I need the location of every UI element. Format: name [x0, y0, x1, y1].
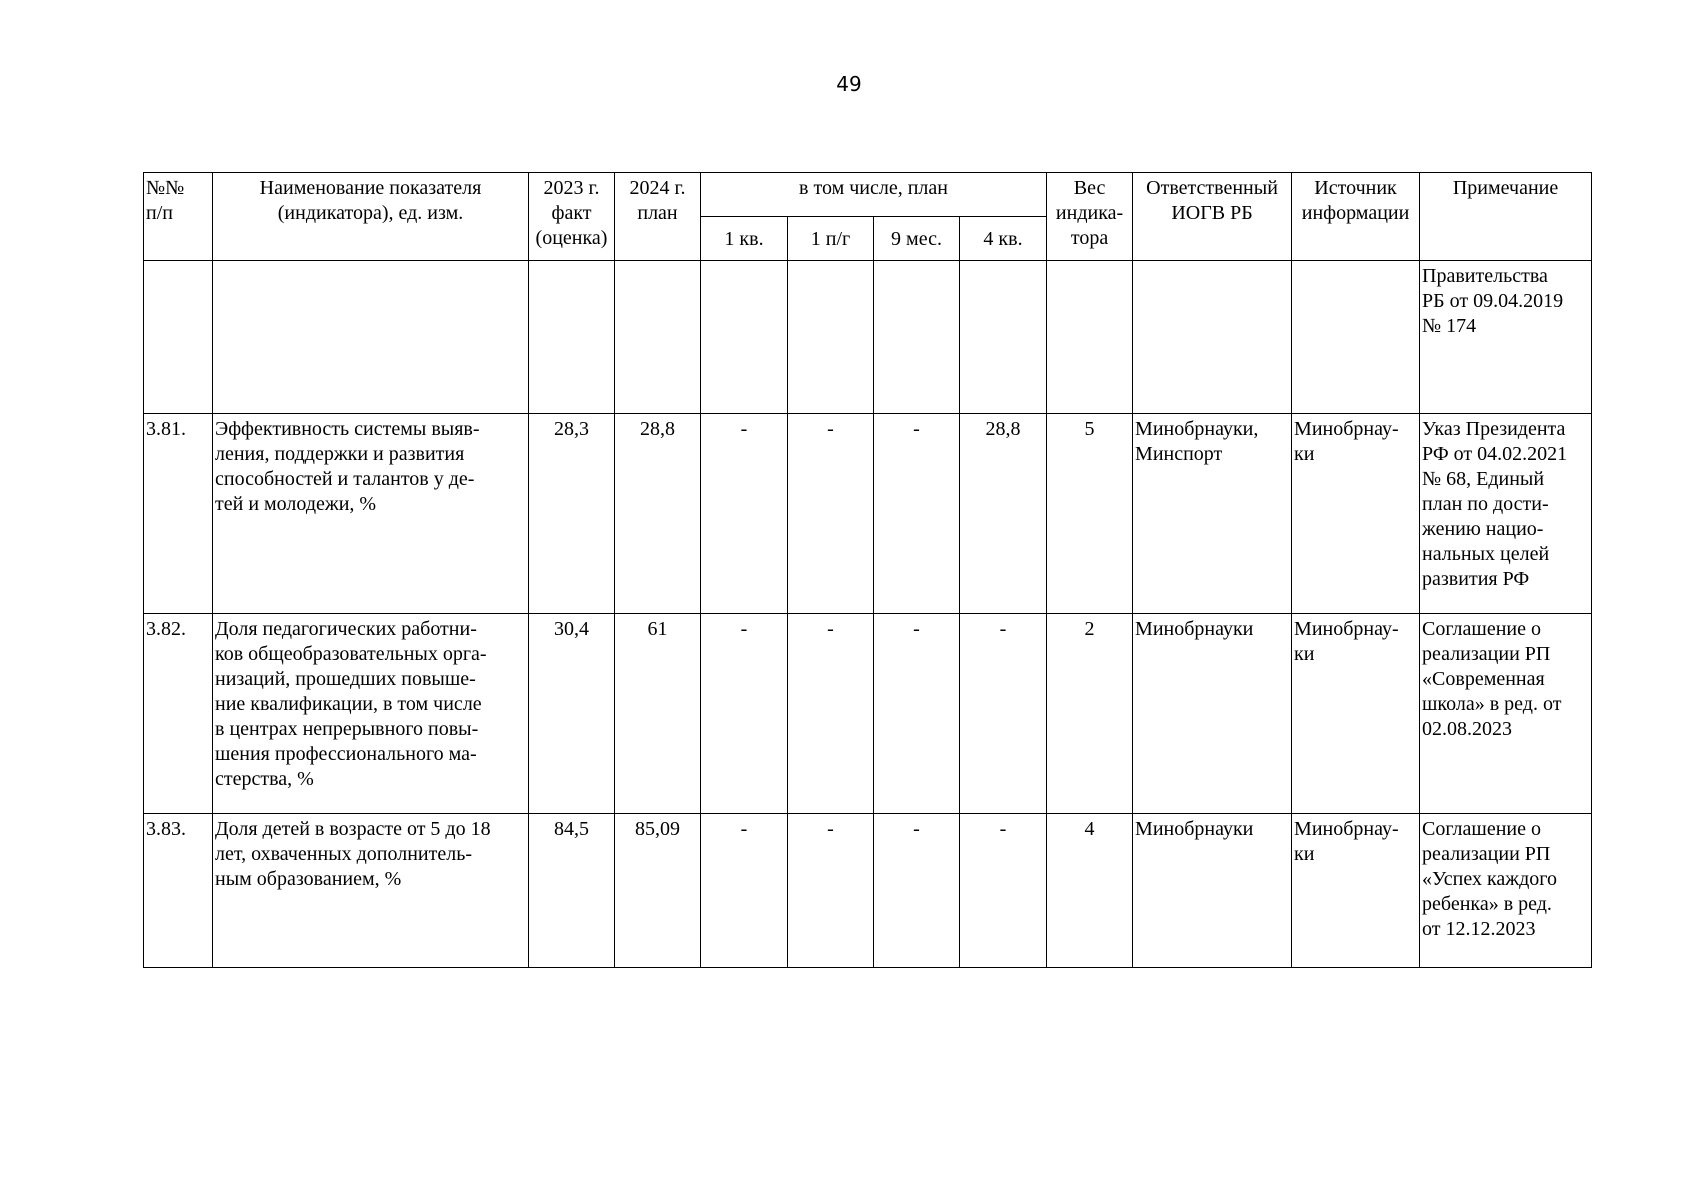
- cell-num: 3.82.: [144, 614, 213, 814]
- cell-note: Указ Президента РФ от 04.02.2021 № 68, Единый план по дости- жению нацио- нальных целей развития РФ: [1420, 414, 1592, 614]
- header-responsible: Ответственный ИОГВ РБ: [1133, 173, 1292, 261]
- cell-source: [1292, 261, 1420, 414]
- cell-plan-2024: 61: [615, 614, 701, 814]
- cell-h1: -: [788, 814, 874, 968]
- cell-responsible: [1133, 261, 1292, 414]
- header-including-plan: в том числе, план: [701, 173, 1047, 217]
- cell-9m: -: [874, 414, 960, 614]
- cell-9m: -: [874, 814, 960, 968]
- cell-weight: 2: [1047, 614, 1133, 814]
- header-num: №№ п/п: [144, 173, 213, 261]
- cell-q4: [960, 261, 1047, 414]
- cell-note: Соглашение о реализации РП «Успех каждого ребенка» в ред. от 12.12.2023: [1420, 814, 1592, 968]
- cell-note: Правительства РБ от 09.04.2019 № 174: [1420, 261, 1592, 414]
- cell-weight: 5: [1047, 414, 1133, 614]
- cell-name: Доля педагогических работни- ков общеобразовательных орга- низаций, прошедших повыше- ние квалификации, в том числе в центрах непрерывного повы- шения профессионального ма- стерства, %: [213, 614, 529, 814]
- cell-q4: 28,8: [960, 414, 1047, 614]
- cell-plan-2024: 28,8: [615, 414, 701, 614]
- cell-plan-2024: [615, 261, 701, 414]
- table-row: [144, 261, 1592, 414]
- cell-h1: [788, 261, 874, 414]
- header-source: Источник информации: [1292, 173, 1420, 261]
- cell-h1: -: [788, 414, 874, 614]
- header-fact-2023: 2023 г. факт (оценка): [529, 173, 615, 261]
- cell-responsible: Минобрнауки: [1133, 614, 1292, 814]
- cell-responsible: Минобрнауки, Минспорт: [1133, 414, 1292, 614]
- cell-fact-2023: 28,3: [529, 414, 615, 614]
- cell-fact-2023: [529, 261, 615, 414]
- header-q1: 1 кв.: [701, 217, 788, 261]
- table-row: [144, 814, 1592, 968]
- table-row: [144, 614, 1592, 814]
- page-number: 49: [836, 72, 862, 96]
- cell-source: Минобрнау- ки: [1292, 814, 1420, 968]
- table-row: [144, 414, 1592, 614]
- cell-name: Доля детей в возрасте от 5 до 18 лет, охваченных дополнитель- ным образованием, %: [213, 814, 529, 968]
- cell-source: Минобрнау- ки: [1292, 614, 1420, 814]
- cell-q1: -: [701, 614, 788, 814]
- header-plan-2024: 2024 г. план: [615, 173, 701, 261]
- header-name: Наименование показателя (индикатора), ед. изм.: [213, 173, 529, 261]
- header-9m: 9 мес.: [874, 217, 960, 261]
- cell-q4: -: [960, 614, 1047, 814]
- cell-note: Соглашение о реализации РП «Современная школа» в ред. от 02.08.2023: [1420, 614, 1592, 814]
- cell-q4: -: [960, 814, 1047, 968]
- indicators-table: [143, 172, 1592, 968]
- cell-9m: [874, 261, 960, 414]
- cell-q1: -: [701, 414, 788, 614]
- cell-9m: -: [874, 614, 960, 814]
- header-h1: 1 п/г: [788, 217, 874, 261]
- cell-source: Минобрнау- ки: [1292, 414, 1420, 614]
- cell-num: [144, 261, 213, 414]
- cell-fact-2023: 84,5: [529, 814, 615, 968]
- header-q4: 4 кв.: [960, 217, 1047, 261]
- cell-weight: 4: [1047, 814, 1133, 968]
- cell-name: [213, 261, 529, 414]
- cell-num: 3.83.: [144, 814, 213, 968]
- cell-h1: -: [788, 614, 874, 814]
- cell-responsible: Минобрнауки: [1133, 814, 1292, 968]
- cell-q1: [701, 261, 788, 414]
- cell-weight: [1047, 261, 1133, 414]
- cell-name: Эффективность системы выяв- ления, поддержки и развития способностей и талантов у де- тей и молодежи, %: [213, 414, 529, 614]
- cell-fact-2023: 30,4: [529, 614, 615, 814]
- header-row: [144, 173, 1592, 217]
- header-weight: Вес индика- тора: [1047, 173, 1133, 261]
- cell-num: 3.81.: [144, 414, 213, 614]
- cell-plan-2024: 85,09: [615, 814, 701, 968]
- cell-q1: -: [701, 814, 788, 968]
- header-note: Примечание: [1420, 173, 1592, 261]
